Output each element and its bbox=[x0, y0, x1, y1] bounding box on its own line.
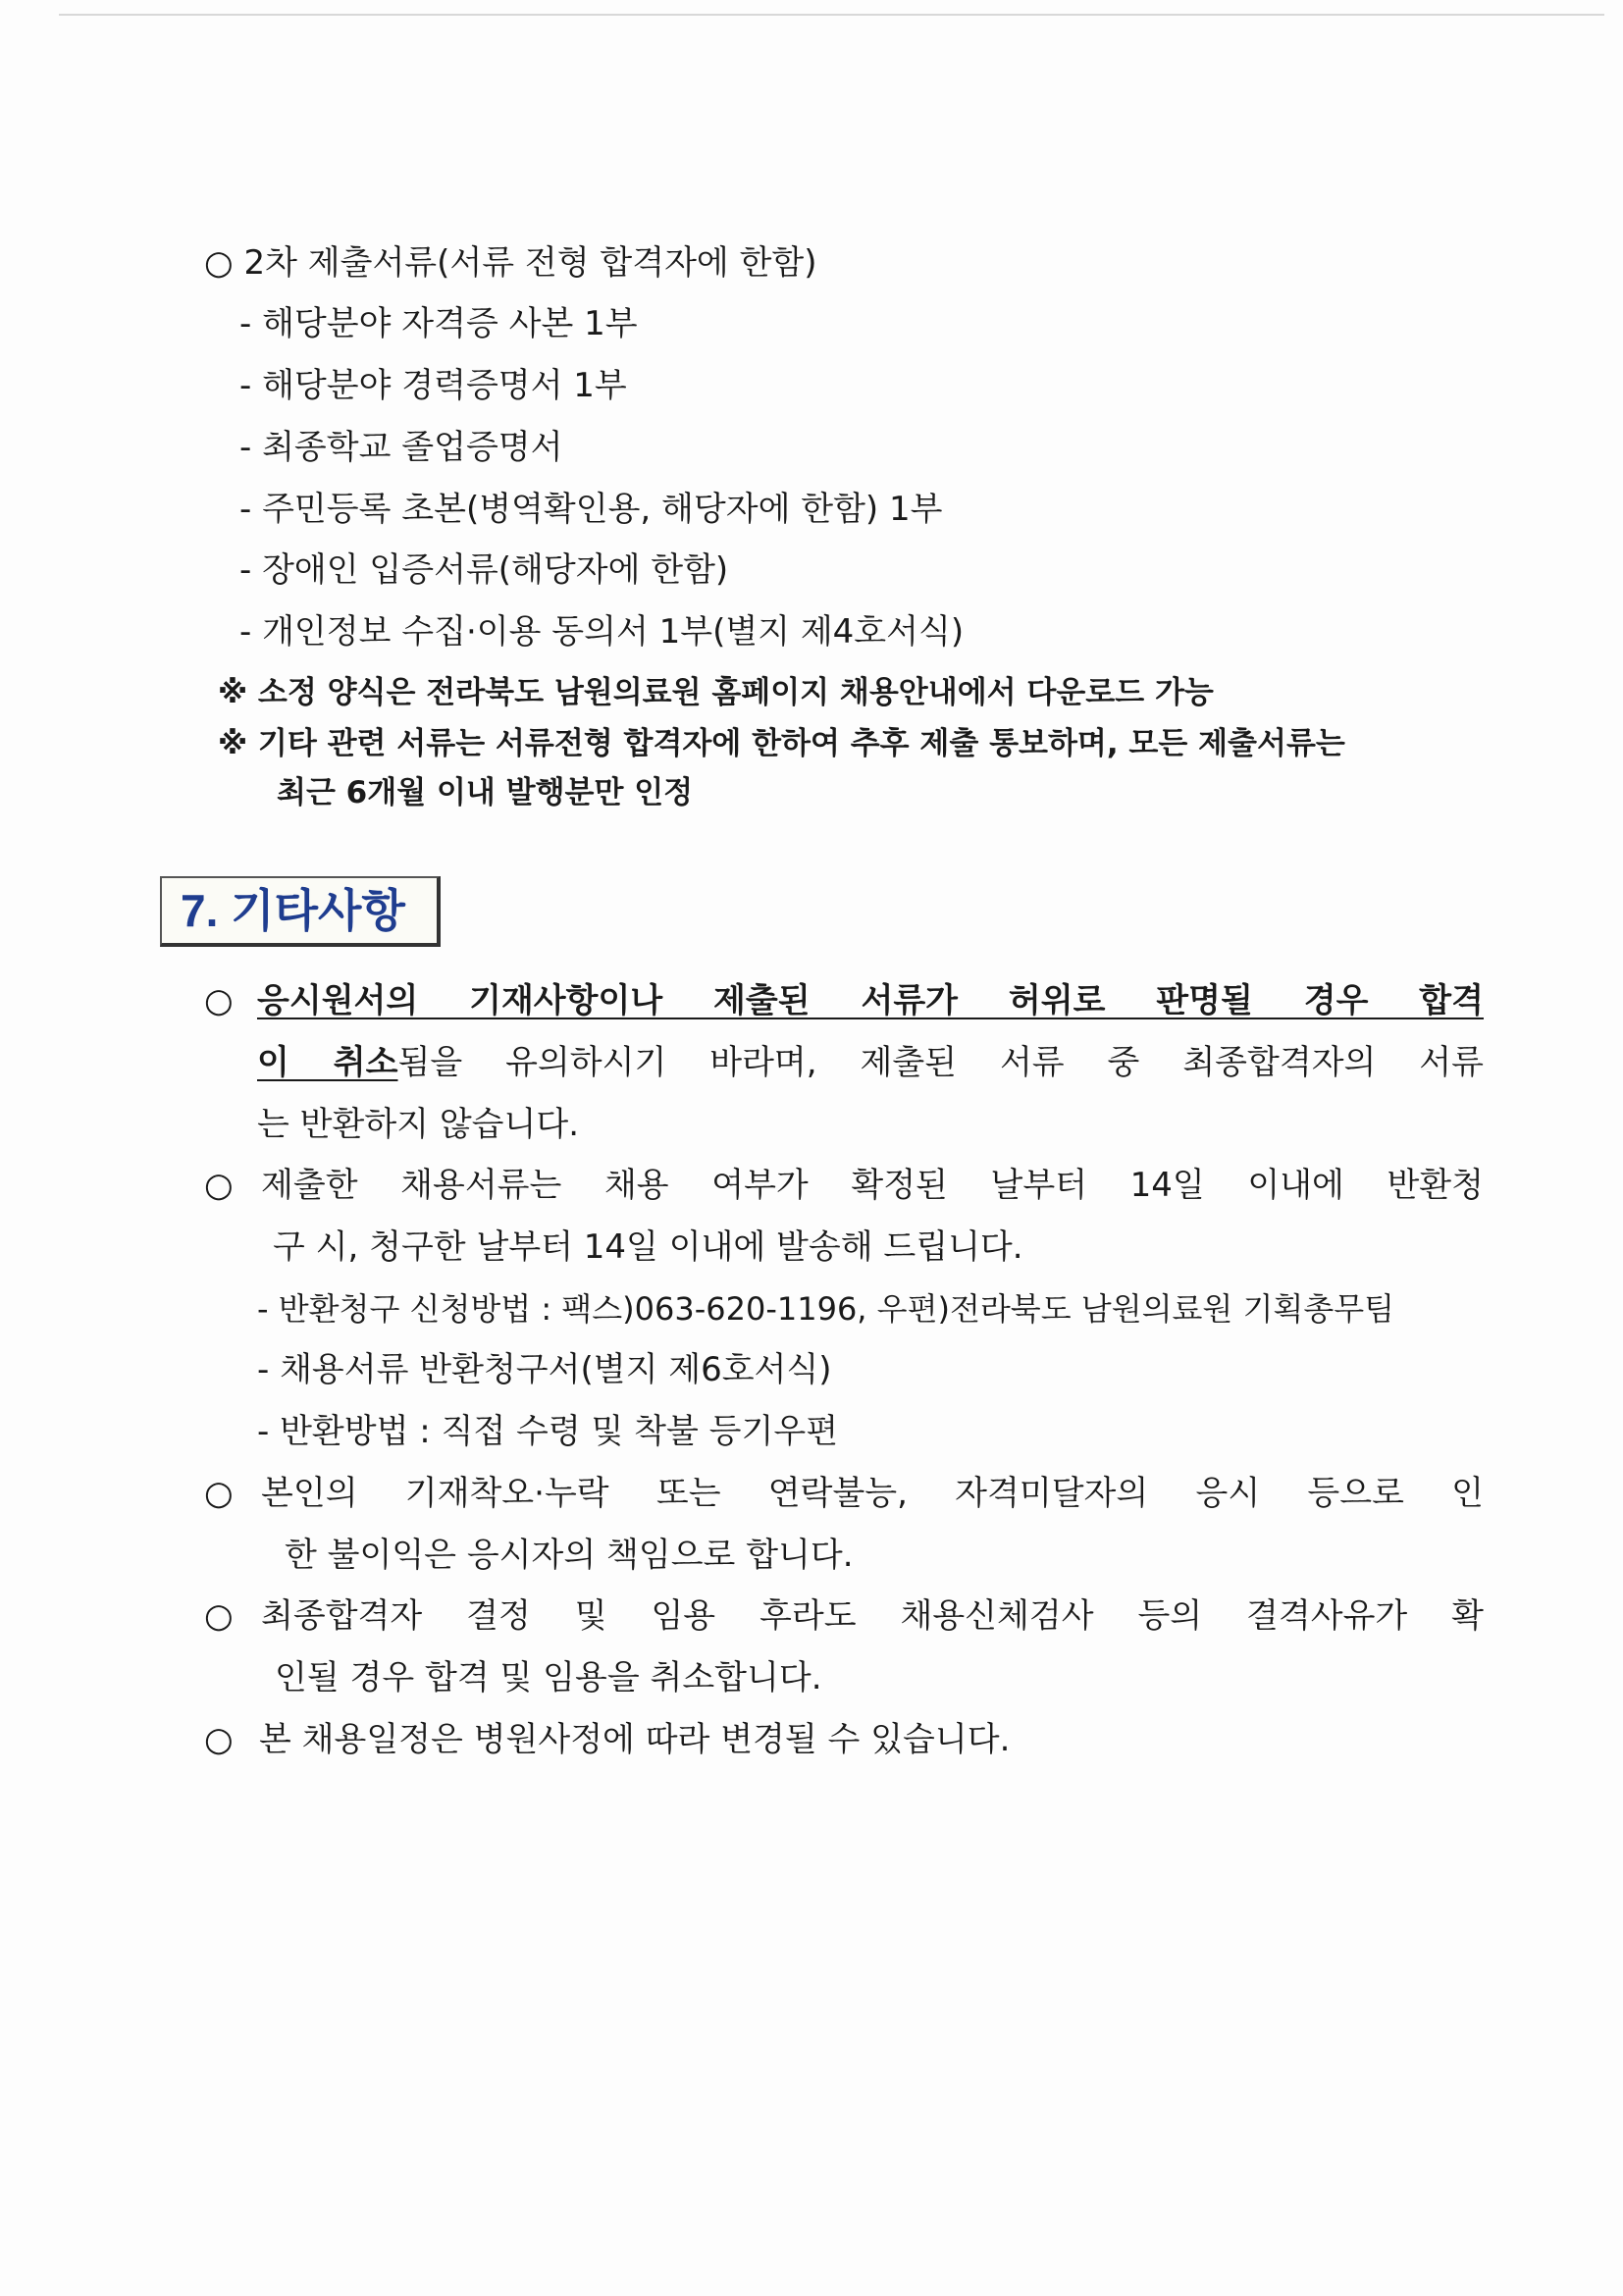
list-item: - 주민등록 초본(병역확인용, 해당자에 한함) 1부 bbox=[239, 490, 943, 529]
underlined-warning: 응시원서의 기재사항이나 제출된 서류가 허위로 판명될 경우 합격 bbox=[257, 981, 1484, 1020]
list-item: - 해당분야 자격증 사본 1부 bbox=[239, 304, 638, 343]
paragraph-line: 한 불이익은 응시자의 책임으로 합니다. bbox=[285, 1536, 854, 1575]
paragraph-line: 제출한 채용서류는 채용 여부가 확정된 날부터 14일 이내에 반환청 bbox=[261, 1166, 1484, 1205]
top-rule bbox=[59, 14, 1604, 16]
submission-heading: ○ 2차 제출서류(서류 전형 합격자에 한함) bbox=[204, 243, 817, 283]
paragraph-line: 최종합격자 결정 및 임용 후라도 채용신체검사 등의 결격사유가 확 bbox=[261, 1596, 1484, 1636]
list-item: - 해당분야 경력증명서 1부 bbox=[239, 366, 627, 405]
section-title: 7. 기타사항 bbox=[181, 885, 405, 936]
bullet: ○ bbox=[204, 981, 234, 1020]
list-item: - 최종학교 졸업증명서 bbox=[239, 428, 563, 467]
list-item: - 채용서류 반환청구서(별지 제6호서식) bbox=[257, 1350, 832, 1389]
bullet: ○ bbox=[204, 1720, 234, 1759]
list-item: - 장애인 입증서류(해당자에 한함) bbox=[239, 550, 729, 590]
note-continuation: 최근 6개월 이내 발행분만 인정 bbox=[277, 775, 694, 810]
bullet: ○ bbox=[204, 1596, 234, 1636]
list-item: - 반환방법 : 직접 수령 및 착불 등기우편 bbox=[257, 1412, 839, 1451]
list-item: - 개인정보 수집·이용 동의서 1부(별지 제4호서식) bbox=[239, 612, 965, 652]
paragraph-line bbox=[257, 979, 1484, 1022]
list-item: - 반환청구 신청방법 : 팩스)063-620-1196, 우편)전라북도 남원의료원 기획총무팀 bbox=[257, 1290, 1395, 1328]
paragraph-line: 인될 경우 합격 및 임용을 취소합니다. bbox=[275, 1658, 822, 1697]
bullet: ○ bbox=[204, 1474, 234, 1513]
bullet: ○ bbox=[204, 1166, 234, 1205]
paragraph-line: 는 반환하지 않습니다. bbox=[257, 1105, 580, 1144]
paragraph-line: 본 채용일정은 병원사정에 따라 변경될 수 있습니다. bbox=[259, 1720, 1011, 1759]
note: ※ 기타 관련 서류는 서류전형 합격자에 한하여 추후 제출 통보하며, 모든 제출서류는 bbox=[218, 726, 1345, 761]
paragraph-line: 구 시, 청구한 날부터 14일 이내에 발송해 드립니다. bbox=[273, 1227, 1023, 1267]
underlined-warning: 이 취소 bbox=[257, 1043, 398, 1082]
paragraph-line: 본인의 기재착오·누락 또는 연락불능, 자격미달자의 응시 등으로 인 bbox=[261, 1474, 1484, 1513]
paragraph-line bbox=[257, 1041, 1484, 1084]
note: ※ 소정 양식은 전라북도 남원의료원 홈페이지 채용안내에서 다운로드 가능 bbox=[218, 675, 1214, 710]
paragraph-text: 됨을 유의하시기 바라며, 제출된 서류 중 최종합격자의 서류 bbox=[397, 1043, 1484, 1082]
